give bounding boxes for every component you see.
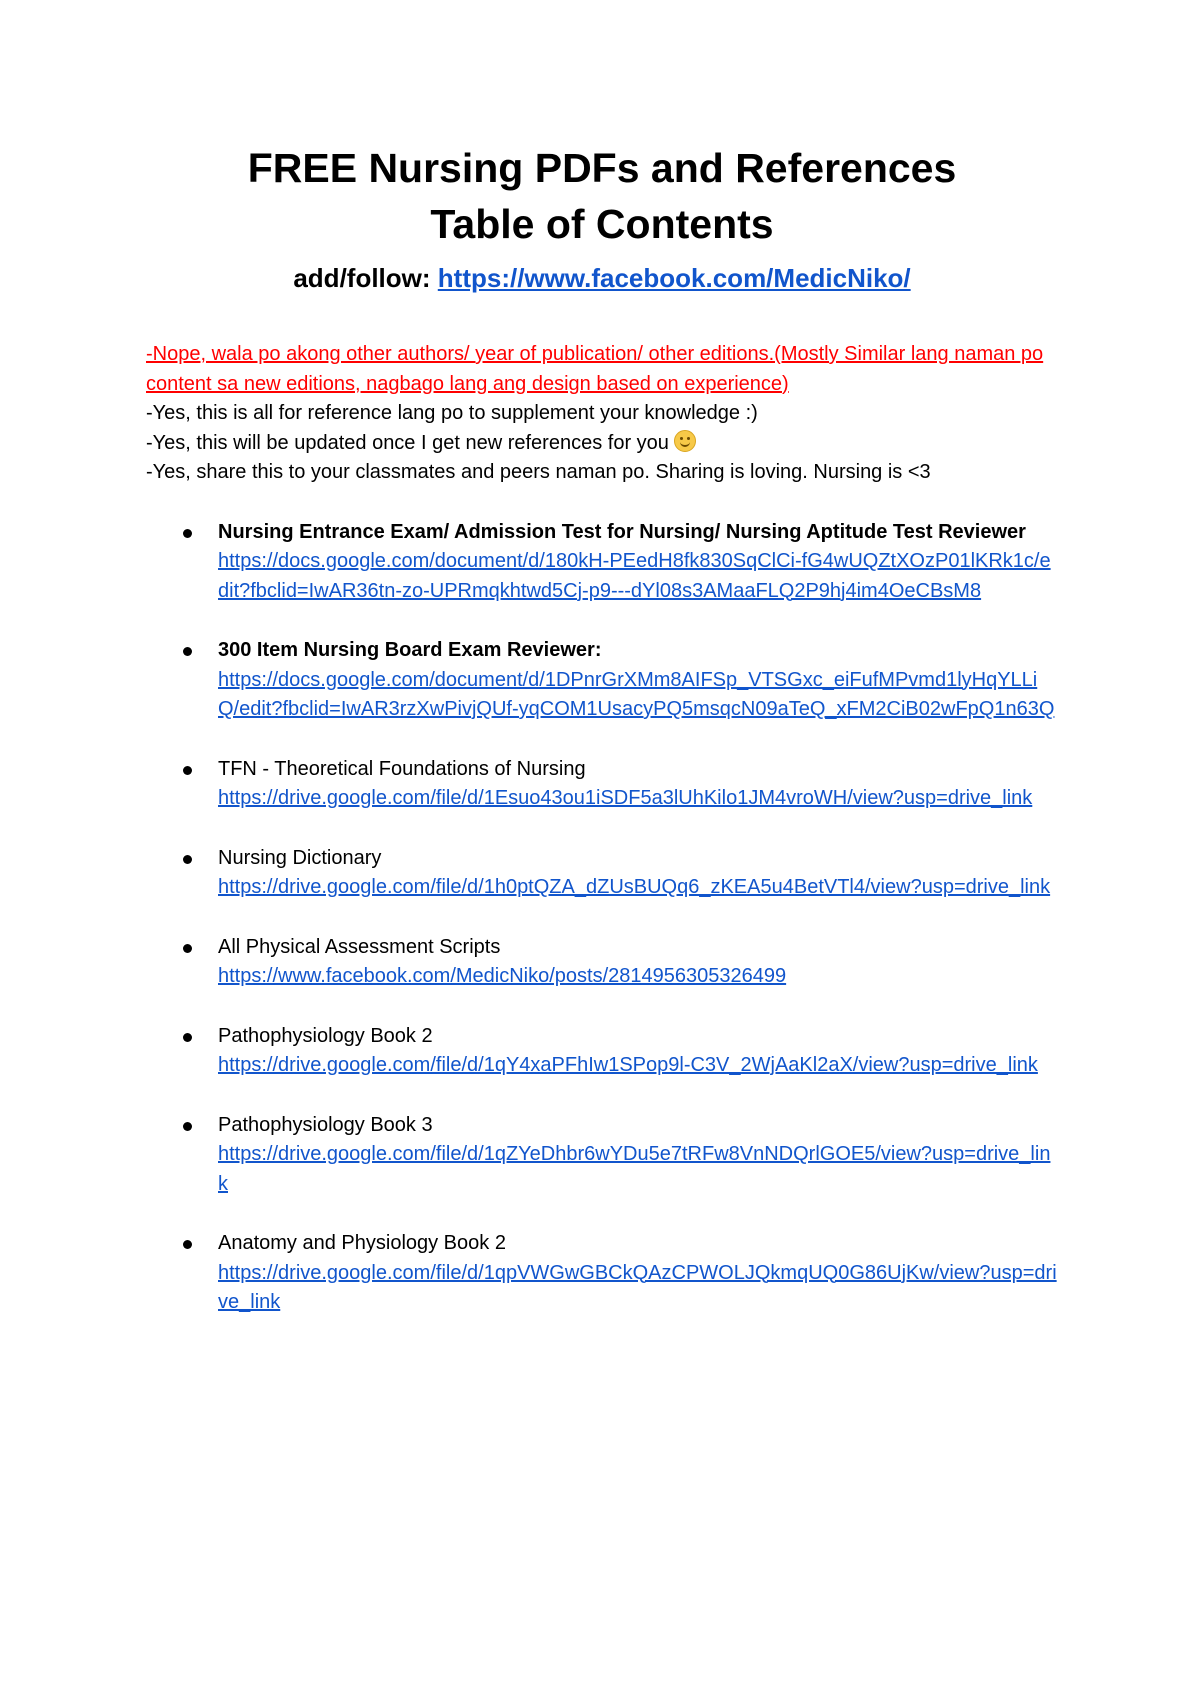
reference-link[interactable]: https://www.facebook.com/MedicNiko/posts/2814956305326499 [218,965,787,987]
reference-link[interactable]: https://drive.google.com/file/d/1qY4xaPFhIw1SPop9l-C3V_2WjAaKl2aX/view?usp=drive_link [218,1054,1038,1076]
notes-block [146,340,1058,488]
editions-note: -Nope, wala po akong other authors/ year of publication/ other editions.(Mostly Similar lang naman po content sa new editions, nagbago lang ang design based on experience) [146,343,1044,395]
reference-title: Nursing Entrance Exam/ Admission Test for Nursing/ Nursing Aptitude Test Reviewer [218,520,1026,543]
reference-note: -Yes, this is all for reference lang po to supplement your knowledge :) [146,402,758,424]
follow-label: add/follow: [293,263,431,293]
reference-link[interactable]: https://drive.google.com/file/d/1qZYeDhbr6wYDu5e7tRFw8VnNDQrlGOE5/view?usp=drive_link [218,1143,1051,1195]
reference-title: Anatomy and Physiology Book 2 [218,1232,506,1254]
bullet-icon [183,1033,192,1042]
list-item [146,1022,1058,1081]
update-note-text: -Yes, this will be updated once I get new references for you [146,431,669,454]
reference-link[interactable]: https://docs.google.com/document/d/180kH-PEedH8fk830SqClCi-fG4wUQZtXOzP01lKRk1c/edit?fbclid=IwAR36tn-zo-UPRmqkhtwd5Cj-p9---dYl08s3AMaaFLQ2P9hj4im4OeCBsM8 [218,550,1051,602]
document-page [146,140,1058,1348]
list-item [146,1229,1058,1318]
reference-link[interactable]: https://drive.google.com/file/d/1h0ptQZA_dZUsBUQq6_zKEA5u4BetVTl4/view?usp=drive_link [218,876,1051,898]
reference-title: 300 Item Nursing Board Exam Reviewer: [218,639,602,661]
reference-title: TFN - Theoretical Foundations of Nursing [218,757,586,780]
title-line-2: Table of Contents [430,201,774,247]
bullet-icon [183,766,192,775]
title-line-1: FREE Nursing PDFs and References [247,145,957,191]
reference-link[interactable]: https://drive.google.com/file/d/1Esuo43ou1iSDF5a3lUhKilo1JM4vroWH/view?usp=drive_link [218,787,1033,809]
list-item [146,636,1058,725]
list-item [146,844,1058,903]
list-item [146,933,1058,992]
list-item [146,755,1058,814]
reference-title: Pathophysiology Book 3 [218,1113,433,1136]
follow-line [146,260,1058,296]
reference-title: All Physical Assessment Scripts [218,935,501,958]
share-note: -Yes, share this to your classmates and peers naman po. Sharing is loving. Nursing is <3 [146,461,931,483]
bullet-icon [183,1122,192,1131]
bullet-icon [183,855,192,864]
list-item [146,1111,1058,1200]
smiley-emoji-icon [674,430,696,452]
bullet-icon [183,529,192,538]
bullet-icon [183,944,192,953]
reference-title: Nursing Dictionary [218,846,382,869]
reference-link[interactable]: https://drive.google.com/file/d/1qpVWGwGBCkQAzCPWOLJQkmqUQ0G86UjKw/view?usp=drive_link [218,1261,1057,1313]
update-note [146,429,1058,459]
reference-title: Pathophysiology Book 2 [218,1024,433,1047]
document-title [146,140,1058,252]
list-item [146,518,1058,607]
bullet-icon [183,1240,192,1249]
reference-link[interactable]: https://docs.google.com/document/d/1DPnrGrXMm8AIFSp_VTSGxc_eiFufMPvmd1lyHqYLLiQ/edit?fbclid=IwAR3rzXwPivjQUf-yqCOM1UsacyPQ5msqcN09aTeQ_xFM2CiB02wFpQ1n63Q [218,668,1055,720]
facebook-link[interactable]: https://www.facebook.com/MedicNiko/ [437,263,911,293]
reference-list [146,518,1058,1318]
bullet-icon [183,647,192,656]
